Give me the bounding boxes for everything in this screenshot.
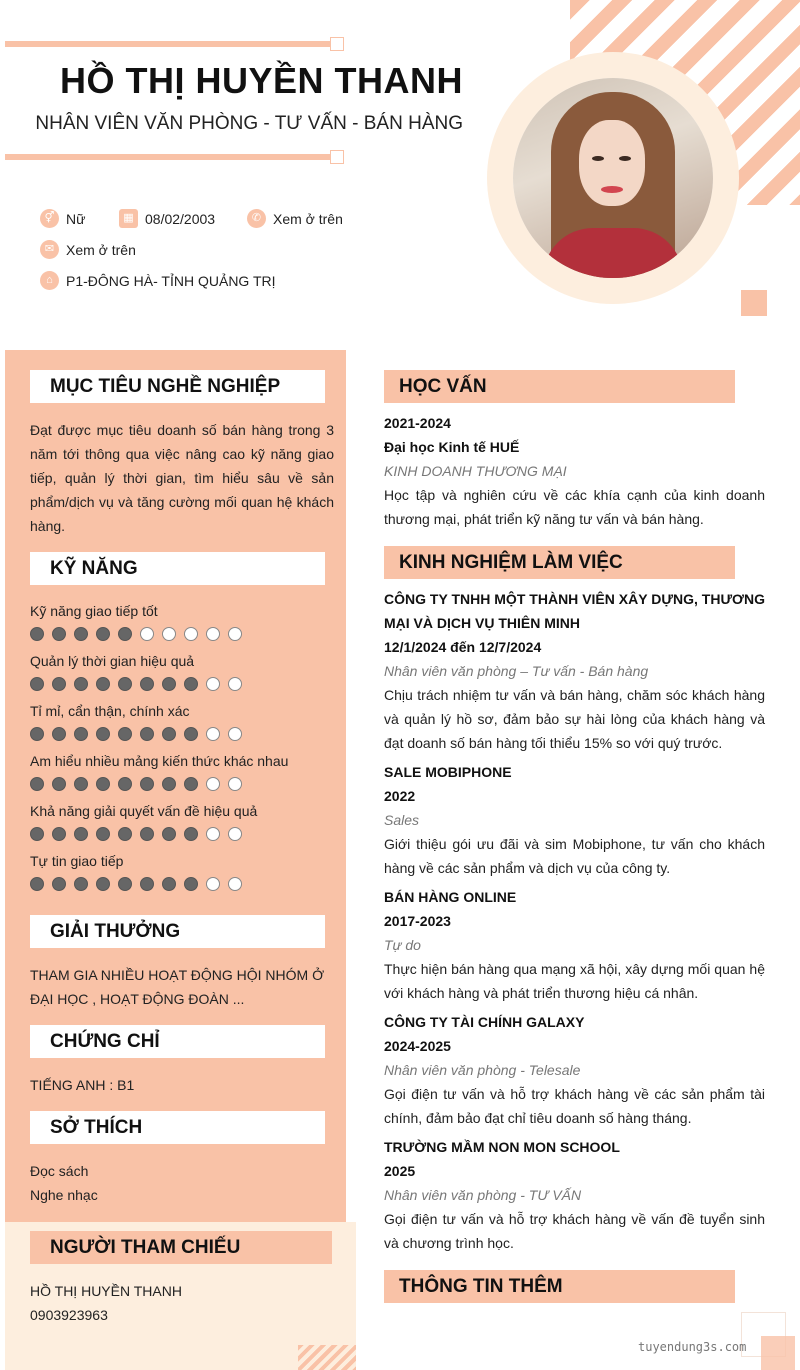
rating-dot-filled <box>140 727 154 741</box>
rating-dot-filled <box>96 627 110 641</box>
skills-heading: KỸ NĂNG <box>30 552 325 585</box>
hobby-item: Nghe nhạc <box>30 1187 98 1203</box>
header-line-cap-top <box>330 37 344 51</box>
rating-dot-filled <box>118 877 132 891</box>
awards-text: THAM GIA NHIỀU HOẠT ĐỘNG HỘI NHÓM Ở ĐẠI HỌC , HOẠT ĐỘNG ĐOÀN ... <box>30 967 325 1007</box>
rating-dot-filled <box>74 627 88 641</box>
skill-rating <box>30 727 242 741</box>
experience-period: 2025 <box>384 1163 416 1179</box>
experience-position: Nhân viên văn phòng - Telesale <box>384 1062 581 1078</box>
profile-photo <box>513 78 713 278</box>
rating-dot-filled <box>96 827 110 841</box>
phone-value: Xem ở trên <box>273 210 343 227</box>
info-birthday <box>119 209 215 228</box>
rating-dot-filled <box>52 627 66 641</box>
birthday-value: 08/02/2003 <box>145 210 216 227</box>
gender-icon: ⚥ <box>40 209 59 228</box>
email-value: Xem ở trên <box>66 241 136 258</box>
rating-dot-filled <box>74 777 88 791</box>
education-major: KINH DOANH THƯƠNG MẠI <box>384 463 567 479</box>
reference-phone: 0903923963 <box>30 1307 108 1323</box>
skill-rating <box>30 627 242 641</box>
rating-dot-filled <box>74 827 88 841</box>
certificates-text: TIẾNG ANH : B1 <box>30 1077 135 1093</box>
rating-dot-filled <box>52 777 66 791</box>
experience-period: 2022 <box>384 788 416 804</box>
rating-dot-filled <box>162 677 176 691</box>
rating-dot-filled <box>74 677 88 691</box>
header-line-bottom <box>5 154 330 160</box>
experience-position: Tự do <box>384 937 421 953</box>
rating-dot-filled <box>30 777 44 791</box>
rating-dot-empty <box>140 627 154 641</box>
rating-dot-filled <box>96 777 110 791</box>
rating-dot-filled <box>162 777 176 791</box>
rating-dot-filled <box>96 677 110 691</box>
info-gender <box>40 209 85 228</box>
decorative-square-bottom <box>761 1336 795 1370</box>
hobbies-heading: SỞ THÍCH <box>30 1111 325 1144</box>
rating-dot-filled <box>96 727 110 741</box>
rating-dot-empty <box>206 627 220 641</box>
rating-dot-filled <box>52 727 66 741</box>
skill-name: Kỹ năng giao tiếp tốt <box>30 603 158 619</box>
experience-description: Thực hiện bán hàng qua mạng xã hội, xây dựng mối quan hệ với khách hàng và phát triển thương hiệu cá nhân. <box>384 961 765 1001</box>
info-address <box>40 271 276 290</box>
rating-dot-filled <box>184 877 198 891</box>
experience-company: BÁN HÀNG ONLINE <box>384 889 517 905</box>
rating-dot-filled <box>162 877 176 891</box>
rating-dot-empty <box>206 677 220 691</box>
skill-rating <box>30 827 242 841</box>
rating-dot-filled <box>30 627 44 641</box>
experience-company: CÔNG TY TÀI CHÍNH GALAXY <box>384 1014 585 1030</box>
references-heading: NGƯỜI THAM CHIẾU <box>30 1231 332 1264</box>
rating-dot-filled <box>118 727 132 741</box>
phone-icon: ✆ <box>247 209 266 228</box>
header-line-top <box>5 41 330 47</box>
rating-dot-empty <box>228 727 242 741</box>
education-period: 2021-2024 <box>384 415 451 431</box>
rating-dot-empty <box>206 727 220 741</box>
experience-description: Gọi điện tư vấn và hỗ trợ khách hàng về các sản phẩm tài chính, đảm bảo đạt chỉ tiêu doanh số hàng tháng. <box>384 1086 765 1126</box>
rating-dot-filled <box>118 677 132 691</box>
experience-description: Gọi điện tư vấn và hỗ trợ khách hàng về vấn đề tuyển sinh và chương trình học. <box>384 1211 765 1251</box>
objective-text: Đạt được mục tiêu doanh số bán hàng trong 3 năm tới thông qua việc nâng cao kỹ năng giao tiếp, quản lý thời gian, tìm hiểu sâu về sản phẩm/dịch vụ và tăng cường mối quan hệ khách hàng. <box>30 422 334 534</box>
rating-dot-filled <box>118 777 132 791</box>
rating-dot-empty <box>228 777 242 791</box>
rating-dot-filled <box>140 677 154 691</box>
experience-position: Nhân viên văn phòng - TƯ VẤN <box>384 1187 582 1203</box>
rating-dot-empty <box>228 877 242 891</box>
experience-period: 12/1/2024 đến 12/7/2024 <box>384 639 542 655</box>
rating-dot-filled <box>184 727 198 741</box>
rating-dot-filled <box>52 677 66 691</box>
experience-position: Nhân viên văn phòng – Tư vấn - Bán hàng <box>384 663 649 679</box>
skill-name: Tỉ mỉ, cẩn thận, chính xác <box>30 703 190 719</box>
skill-rating <box>30 777 242 791</box>
certificates-heading: CHỨNG CHỈ <box>30 1025 325 1058</box>
watermark: tuyendung3s.com <box>638 1340 747 1354</box>
rating-dot-filled <box>184 827 198 841</box>
rating-dot-filled <box>184 677 198 691</box>
skill-name: Quản lý thời gian hiệu quả <box>30 653 195 669</box>
skill-name: Khả năng giải quyết vấn đề hiệu quả <box>30 803 258 819</box>
rating-dot-filled <box>74 727 88 741</box>
decorative-square <box>741 290 767 316</box>
email-icon: ✉ <box>40 240 59 259</box>
skill-name: Am hiểu nhiều mảng kiến thức khác nhau <box>30 753 289 769</box>
rating-dot-filled <box>30 727 44 741</box>
education-school: Đại học Kinh tế HUẾ <box>384 439 520 455</box>
experience-position: Sales <box>384 812 420 828</box>
reference-name: HỒ THỊ HUYỀN THANH <box>30 1283 182 1299</box>
calendar-icon: ▦ <box>119 209 138 228</box>
candidate-name: HỒ THỊ HUYỀN THANH <box>60 60 463 101</box>
experience-heading: KINH NGHIỆM LÀM VIỆC <box>384 546 735 579</box>
education-heading: HỌC VẤN <box>384 370 735 403</box>
experience-description: Giới thiệu gói ưu đãi và sim Mobiphone, tư vấn cho khách hàng về các sản phẩm và dịch vụ của công ty. <box>384 836 765 876</box>
education-description: Học tập và nghiên cứu về các khía cạnh của kinh doanh thương mại, phát triển kỹ năng tư vấn và bán hàng. <box>384 487 765 527</box>
rating-dot-filled <box>140 877 154 891</box>
rating-dot-filled <box>74 877 88 891</box>
additional-info-heading: THÔNG TIN THÊM <box>384 1270 735 1303</box>
rating-dot-filled <box>30 827 44 841</box>
experience-company: SALE MOBIPHONE <box>384 764 512 780</box>
rating-dot-filled <box>162 827 176 841</box>
experience-company: TRƯỜNG MẦM NON MON SCHOOL <box>384 1139 620 1155</box>
rating-dot-filled <box>96 877 110 891</box>
address-value: P1-ĐÔNG HÀ- TỈNH QUẢNG TRỊ <box>66 272 276 289</box>
rating-dot-filled <box>52 877 66 891</box>
info-phone <box>247 209 343 228</box>
rating-dot-filled <box>140 777 154 791</box>
skill-rating <box>30 677 242 691</box>
awards-heading: GIẢI THƯỞNG <box>30 915 325 948</box>
rating-dot-empty <box>228 827 242 841</box>
objective-heading: MỤC TIÊU NGHỀ NGHIỆP <box>30 370 325 403</box>
rating-dot-empty <box>206 777 220 791</box>
experience-description: Chịu trách nhiệm tư vấn và bán hàng, chăm sóc khách hàng và quản lý hồ sơ, đảm bảo sự hài lòng của khách hàng và đạt doanh số bán hàng tối thiểu 15% so với quý trước. <box>384 687 765 751</box>
rating-dot-empty <box>162 627 176 641</box>
rating-dot-filled <box>30 677 44 691</box>
experience-period: 2017-2023 <box>384 913 451 929</box>
header-line-cap-bottom <box>330 150 344 164</box>
rating-dot-filled <box>118 827 132 841</box>
hobby-item: Đọc sách <box>30 1163 89 1179</box>
experience-period: 2024-2025 <box>384 1038 451 1054</box>
rating-dot-filled <box>30 877 44 891</box>
rating-dot-empty <box>184 627 198 641</box>
home-icon: ⌂ <box>40 271 59 290</box>
gender-value: Nữ <box>66 210 86 227</box>
rating-dot-empty <box>228 677 242 691</box>
rating-dot-filled <box>184 777 198 791</box>
rating-dot-filled <box>118 627 132 641</box>
rating-dot-filled <box>140 827 154 841</box>
skill-rating <box>30 877 242 891</box>
info-email <box>40 240 136 259</box>
rating-dot-empty <box>228 627 242 641</box>
job-title: NHÂN VIÊN VĂN PHÒNG - TƯ VẤN - BÁN HÀNG <box>35 113 463 134</box>
skill-name: Tự tin giao tiếp <box>30 853 124 869</box>
rating-dot-empty <box>206 827 220 841</box>
decorative-stripes-small <box>298 1345 356 1370</box>
experience-company: CÔNG TY TNHH MỘT THÀNH VIÊN XÂY DỰNG, THƯƠNG MẠI VÀ DỊCH VỤ THIÊN MINH <box>384 591 765 631</box>
rating-dot-empty <box>206 877 220 891</box>
rating-dot-filled <box>52 827 66 841</box>
rating-dot-filled <box>162 727 176 741</box>
